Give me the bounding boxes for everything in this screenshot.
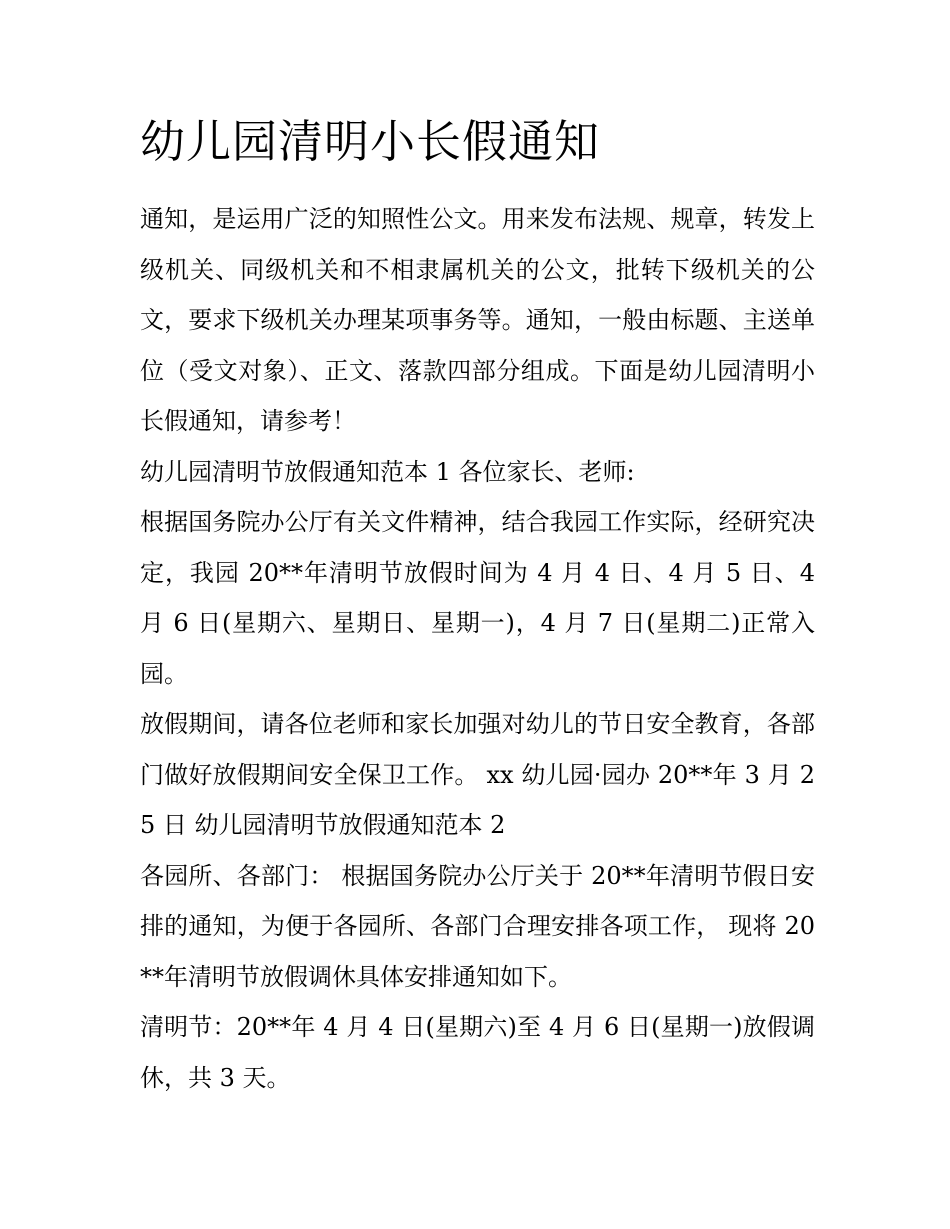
paragraph-template2-body: 各园所、各部门： 根据国务院办公厅关于 20**年清明节假日安排的通知，为便于各园所、各部门合理安排各项工作， 现将 20**年清明节放假调休具体安排通知如下。 <box>140 861 815 991</box>
document-title: 幼儿园清明小长假通知 <box>140 115 601 168</box>
paragraph-template1-heading: 幼儿园清明节放假通知范本 1 各位家长、老师: <box>140 457 635 486</box>
paragraph-safety-notice: 放假期间，请各位老师和家长加强对幼儿的节日安全教育，各部门做好放假期间安全保卫工作。 xx 幼儿园·园办 20**年 3 月 25 日 幼儿园清明节放假通知范本 2 <box>140 710 815 839</box>
paragraph-intro: 通知，是运用广泛的知照性公文。用来发布法规、规章，转发上级机关、同级机关和不相隶属机关的公文，批转下级机关的公文，要求下级机关办理某项事务等。通知，一般由标题、主送单位（受文对象）、正文、落款四部分组成。下面是幼儿园清明小长假通知，请参考！ <box>140 205 815 435</box>
paragraph-holiday-schedule: 清明节：20**年 4 月 4 日(星期六)至 4 月 6 日(星期一)放假调休，共 3 天。 <box>140 1013 815 1092</box>
paragraph-template1-body: 根据国务院办公厅有关文件精神，结合我园工作实际，经研究决定，我园 20**年清明节放假时间为 4 月 4 日、4 月 5 日、4 月 6 日(星期六、星期日、星期一)，4 月 7 日(星期二)正常入园。 <box>140 508 815 688</box>
document-page <box>140 112 815 1103</box>
